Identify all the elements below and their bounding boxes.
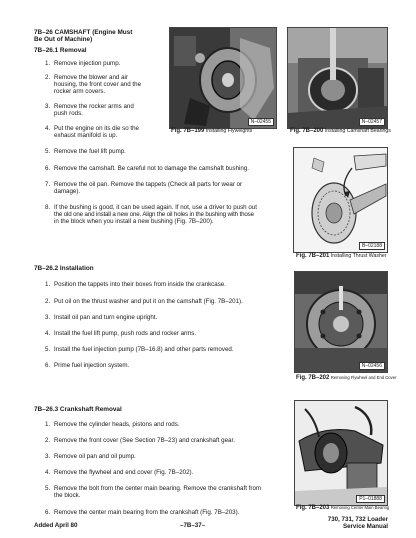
figure-203-caption [296, 505, 389, 511]
step-text: exhaust manifold is up. [54, 132, 118, 139]
figure-202-photo [294, 271, 388, 373]
step-text: Remove the front cover (See Section 7B–23) and crankshaft gear. [54, 437, 235, 444]
step-number: 2. [45, 298, 51, 305]
step-number: 4. [45, 469, 51, 476]
step-text: housing, the front cover and the [54, 81, 142, 88]
section-title [34, 29, 132, 44]
step-text: Put the engine on its die so the [54, 125, 139, 132]
step-text: Install the fuel injection pump (7B–16.8) and other parts removed. [54, 346, 234, 353]
figure-200-number: Fig. 7B–200 [290, 128, 324, 134]
camshaft-bearing-photo-image [288, 28, 387, 128]
step-number: 3. [45, 314, 51, 321]
step-text: Remove oil pan and oil pump. [54, 453, 136, 460]
figure-203-number: Fig. 7B–203 [296, 505, 330, 511]
step-text: Position the tappets into their boxes from inside the crankcase. [54, 281, 226, 288]
figure-200-caption [290, 128, 391, 134]
step-number: 6. [45, 362, 51, 369]
removal-step-4 [45, 125, 170, 141]
center-main-bearing-photo-image [295, 401, 387, 505]
figure-201-title: Installing Thrust Washer [330, 253, 387, 259]
footer-manual-title-line-2: Service Manual [342, 523, 388, 531]
footer-manual-title-line-1: 730, 731, 732 Loader [327, 516, 388, 523]
figure-202-id: N–02456 [359, 362, 385, 370]
figure-203-id: P1–01888 [356, 495, 385, 503]
step-text: If the bushing is good, it can be used again. If not, use a driver to push out [54, 204, 257, 211]
step-text: Install oil pan and turn engine upright. [54, 314, 158, 321]
step-number: 5. [45, 485, 51, 492]
step-text: Remove the fuel lift pump. [54, 148, 126, 155]
step-number: 6. [45, 509, 51, 516]
step-text: push rods. [54, 110, 83, 117]
step-text: in the block when you install a new bushing (Fig. 7B–200). [54, 218, 214, 225]
crankshaft-heading: 7B–26.3 Crankshaft Removal [34, 406, 122, 413]
removal-step-2 [45, 74, 165, 96]
figure-199-number: Fig. 7B–199 [171, 128, 205, 134]
figure-199-caption [171, 128, 252, 134]
installation-heading: 7B–26.2 Installation [34, 265, 94, 272]
step-text: Install the fuel lift pump, push rods and rocker arms. [54, 330, 197, 337]
step-text: damage). [54, 188, 81, 195]
flyweight-photo-image [170, 28, 276, 128]
figure-202-number: Fig. 7B–202 [296, 375, 330, 381]
section-title-line-2: Be Out of Machine) [34, 36, 93, 44]
flywheel-photo-image [295, 272, 387, 372]
step-text: rocker arm covers. [54, 88, 106, 95]
step-text: Remove the flywheel and end cover (Fig. 7B–202). [54, 469, 194, 476]
removal-step-7 [45, 181, 285, 197]
step-text: Put oil on the thrust washer and put it on the camshaft (Fig. 7B–201). [54, 298, 243, 305]
step-number: 2. [45, 437, 51, 444]
step-number: 1. [45, 60, 51, 67]
figure-200-title: Installing Camshaft Bearings [324, 128, 391, 134]
step-number: 7. [45, 181, 51, 188]
footer-date: Added April 80 [34, 522, 78, 529]
footer-page-number: –7B–37– [180, 522, 206, 529]
figure-199-id: N–02455 [248, 118, 274, 126]
step-number: 1. [45, 281, 51, 288]
removal-step-3 [45, 103, 165, 119]
step-text: Remove the blower and air [54, 74, 128, 81]
figure-201-caption [296, 253, 386, 259]
figure-199-title: Installing Flyweights [205, 128, 253, 134]
removal-heading: 7B–26.1 Removal [34, 47, 87, 54]
step-number: 1. [45, 421, 51, 428]
removal-step-8 [45, 204, 285, 226]
step-text: Remove the oil pan. Remove the tappets (Check all parts for wear or [54, 181, 243, 188]
step-text: Remove the bolt from the center main bearing. Remove the crankshaft from [54, 485, 262, 492]
step-number: 2. [45, 74, 51, 81]
step-text: Remove the rocker arms and [54, 103, 134, 110]
step-text: Remove the center main bearing from the crankshaft (Fig. 7B–203). [54, 509, 240, 516]
figure-202-caption [296, 375, 396, 381]
figure-199-photo [169, 27, 277, 129]
figure-203-photo [294, 400, 388, 506]
crankshaft-step-5 [45, 485, 285, 501]
figure-200-id: N–02457 [359, 118, 385, 126]
step-text: Remove the cylinder heads, pistons and rods. [54, 421, 180, 428]
step-number: 5. [45, 148, 51, 155]
step-text: Remove the camshaft. Be careful not to damage the camshaft bushing. [54, 165, 250, 172]
step-number: 4. [45, 125, 51, 132]
step-text: the old one and install a new one. Align the oil holes in the bushing with those [54, 211, 254, 218]
step-text: Remove injection pump. [54, 60, 121, 67]
figure-202-title: Removing Flywheel and End Cover [330, 375, 397, 380]
figure-203-title: Removing Center Main Bearing [330, 505, 390, 510]
figure-200-photo [287, 27, 388, 129]
step-number: 3. [45, 453, 51, 460]
thrust-washer-drawing-image [294, 148, 387, 252]
figure-201-id: B–02188 [359, 242, 385, 250]
figure-201-number: Fig. 7B–201 [296, 253, 330, 259]
step-number: 6. [45, 165, 51, 172]
step-number: 4. [45, 330, 51, 337]
step-number: 3. [45, 103, 51, 110]
step-number: 8. [45, 204, 51, 211]
step-text: the block. [54, 492, 81, 499]
step-text: Prime fuel injection system. [54, 362, 130, 369]
figure-201-drawing [293, 147, 388, 253]
step-number: 5. [45, 346, 51, 353]
section-title-line-1: 7B–26 CAMSHAFT (Engine Must [34, 29, 133, 36]
footer-manual-title [308, 516, 388, 530]
